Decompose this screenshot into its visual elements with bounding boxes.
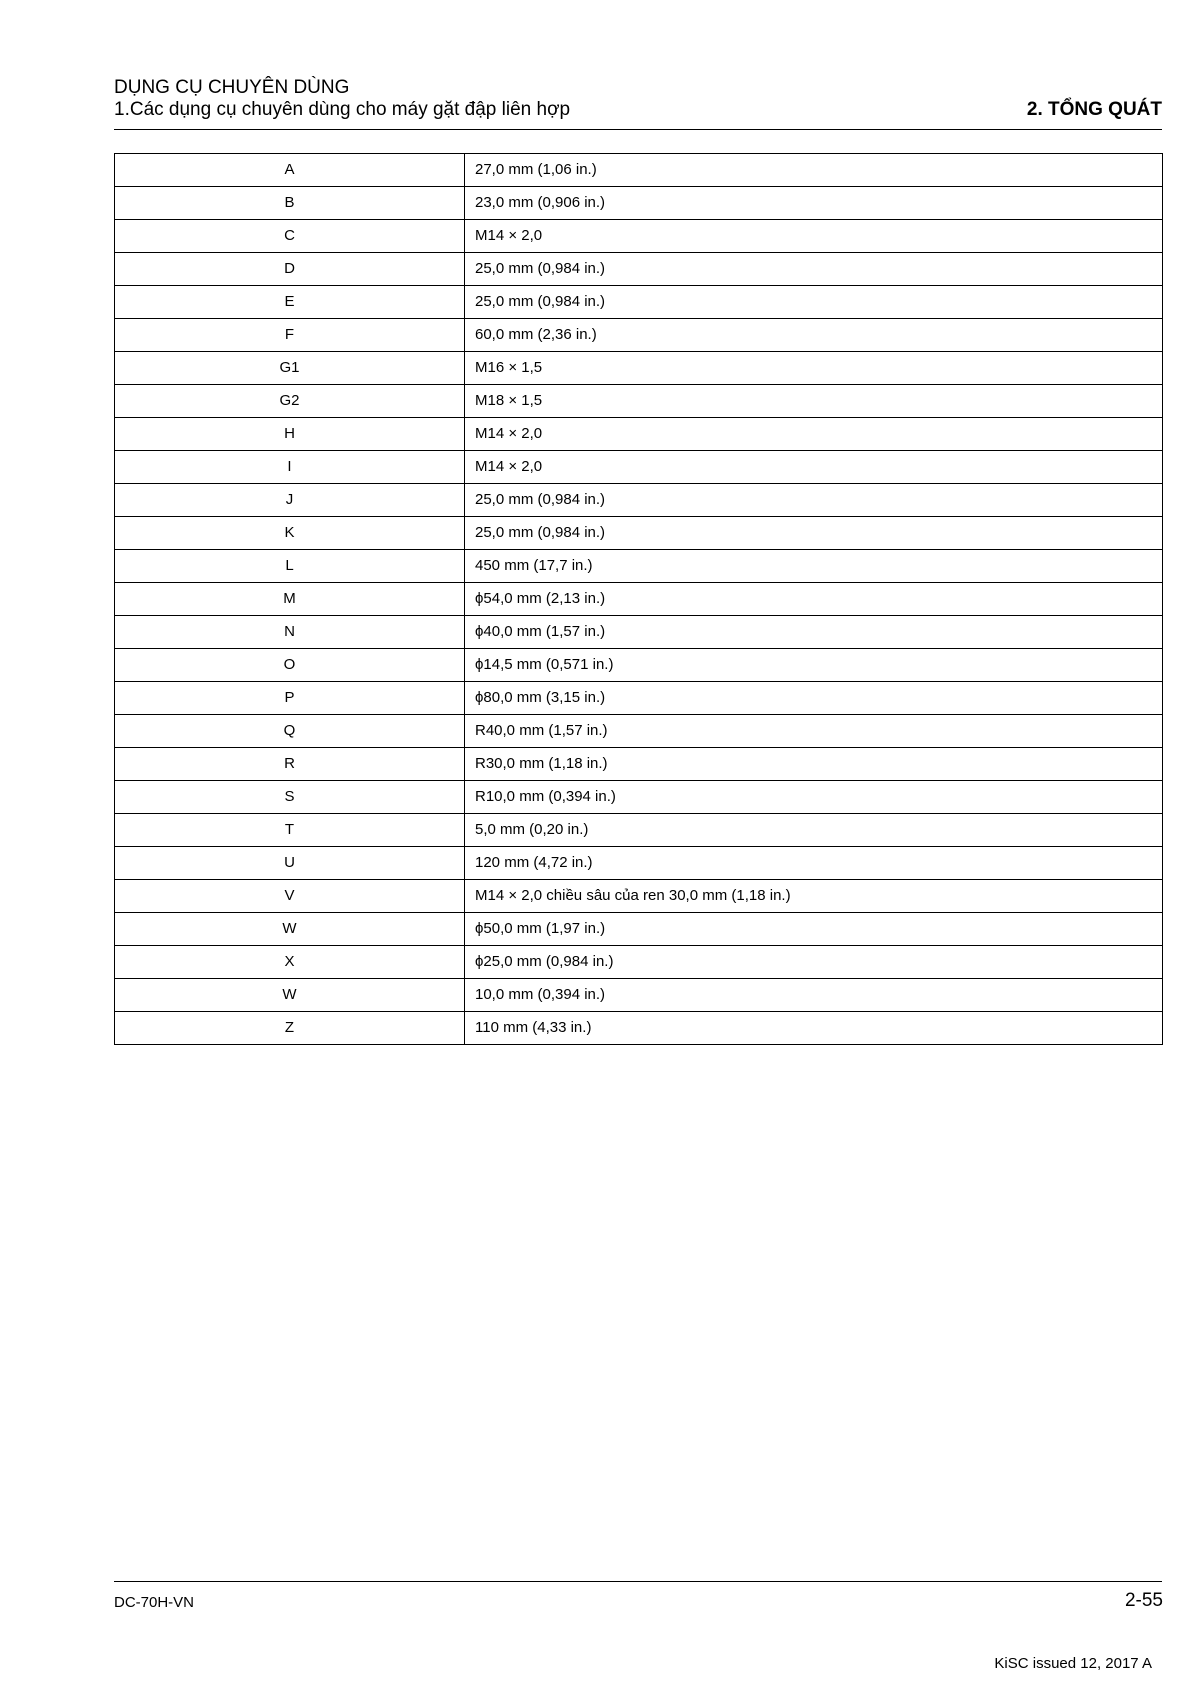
table-row [115, 946, 1163, 979]
table-row [115, 484, 1163, 517]
dimension-value: ϕ54,0 mm (2,13 in.) [465, 583, 1163, 616]
dimension-label: C [115, 220, 465, 253]
dimension-label: X [115, 946, 465, 979]
dimension-table [114, 153, 1163, 1045]
dimension-value: 25,0 mm (0,984 in.) [465, 484, 1163, 517]
dimension-label: Z [115, 1012, 465, 1045]
table-row [115, 781, 1163, 814]
dimension-value: M16 × 1,5 [465, 352, 1163, 385]
table-row [115, 286, 1163, 319]
table-row [115, 517, 1163, 550]
dimension-value: 5,0 mm (0,20 in.) [465, 814, 1163, 847]
dimension-value: 120 mm (4,72 in.) [465, 847, 1163, 880]
dimension-value: 25,0 mm (0,984 in.) [465, 286, 1163, 319]
dimension-value: 450 mm (17,7 in.) [465, 550, 1163, 583]
dimension-value: ϕ25,0 mm (0,984 in.) [465, 946, 1163, 979]
dimension-label: R [115, 748, 465, 781]
dimension-label: P [115, 682, 465, 715]
table-row [115, 847, 1163, 880]
dimension-value: M14 × 2,0 chiều sâu của ren 30,0 mm (1,18 in.) [465, 880, 1163, 913]
table-row [115, 418, 1163, 451]
table-row [115, 550, 1163, 583]
page-number: 2-55 [1124, 1590, 1163, 1611]
dimension-value: R10,0 mm (0,394 in.) [465, 781, 1163, 814]
table-row [115, 451, 1163, 484]
dimension-label: E [115, 286, 465, 319]
dimension-label: A [115, 154, 465, 187]
dimension-value: 25,0 mm (0,984 in.) [465, 253, 1163, 286]
dimension-label: U [115, 847, 465, 880]
table-row [115, 682, 1163, 715]
dimension-value: 10,0 mm (0,394 in.) [465, 979, 1163, 1012]
dimension-value: 25,0 mm (0,984 in.) [465, 517, 1163, 550]
dimension-value: 110 mm (4,33 in.) [465, 1012, 1163, 1045]
table-row [115, 583, 1163, 616]
dimension-label: D [115, 253, 465, 286]
dimension-value: R30,0 mm (1,18 in.) [465, 748, 1163, 781]
dimension-value: ϕ40,0 mm (1,57 in.) [465, 616, 1163, 649]
issue-note: KiSC issued 12, 2017 A [994, 1655, 1152, 1672]
table-row [115, 319, 1163, 352]
dimension-value: M18 × 1,5 [465, 385, 1163, 418]
dimension-label: Q [115, 715, 465, 748]
document-code: DC-70H-VN [114, 1594, 195, 1611]
dimension-label: S [115, 781, 465, 814]
dimension-value: R40,0 mm (1,57 in.) [465, 715, 1163, 748]
dimension-label: H [115, 418, 465, 451]
table-row [115, 154, 1163, 187]
dimension-label: G2 [115, 385, 465, 418]
dimension-label: I [115, 451, 465, 484]
dimension-label: K [115, 517, 465, 550]
dimension-label: M [115, 583, 465, 616]
dimension-value: M14 × 2,0 [465, 220, 1163, 253]
footer-divider [114, 1581, 1162, 1582]
dimension-label: L [115, 550, 465, 583]
table-row [115, 913, 1163, 946]
dimension-value: 27,0 mm (1,06 in.) [465, 154, 1163, 187]
table-row [115, 253, 1163, 286]
dimension-label: V [115, 880, 465, 913]
table-row [115, 385, 1163, 418]
table-row [115, 880, 1163, 913]
dimension-label: T [115, 814, 465, 847]
table-row [115, 748, 1163, 781]
table-row [115, 649, 1163, 682]
dimension-label: N [115, 616, 465, 649]
dimension-label: F [115, 319, 465, 352]
dimension-label: O [115, 649, 465, 682]
dimension-table-body [115, 154, 1163, 1045]
dimension-label: G1 [115, 352, 465, 385]
dimension-label: J [115, 484, 465, 517]
section-heading: 2. TỔNG QUÁT [1026, 99, 1162, 120]
table-row [115, 187, 1163, 220]
table-row [115, 616, 1163, 649]
dimension-value: 60,0 mm (2,36 in.) [465, 319, 1163, 352]
dimension-value: ϕ14,5 mm (0,571 in.) [465, 649, 1163, 682]
dimension-value: M14 × 2,0 [465, 451, 1163, 484]
dimension-label: B [115, 187, 465, 220]
dimension-label: W [115, 979, 465, 1012]
section-subtitle: 1.Các dụng cụ chuyên dùng cho máy gặt đập liên hợp [114, 99, 571, 120]
table-row [115, 352, 1163, 385]
table-row [115, 979, 1163, 1012]
dimension-value: 23,0 mm (0,906 in.) [465, 187, 1163, 220]
chapter-title: DỤNG CỤ CHUYÊN DÙNG [114, 77, 350, 98]
table-row [115, 220, 1163, 253]
dimension-value: ϕ80,0 mm (3,15 in.) [465, 682, 1163, 715]
table-row [115, 1012, 1163, 1045]
table-row [115, 715, 1163, 748]
dimension-label: W [115, 913, 465, 946]
page-header [114, 77, 1162, 130]
table-row [115, 814, 1163, 847]
dimension-value: ϕ50,0 mm (1,97 in.) [465, 913, 1163, 946]
dimension-value: M14 × 2,0 [465, 418, 1163, 451]
